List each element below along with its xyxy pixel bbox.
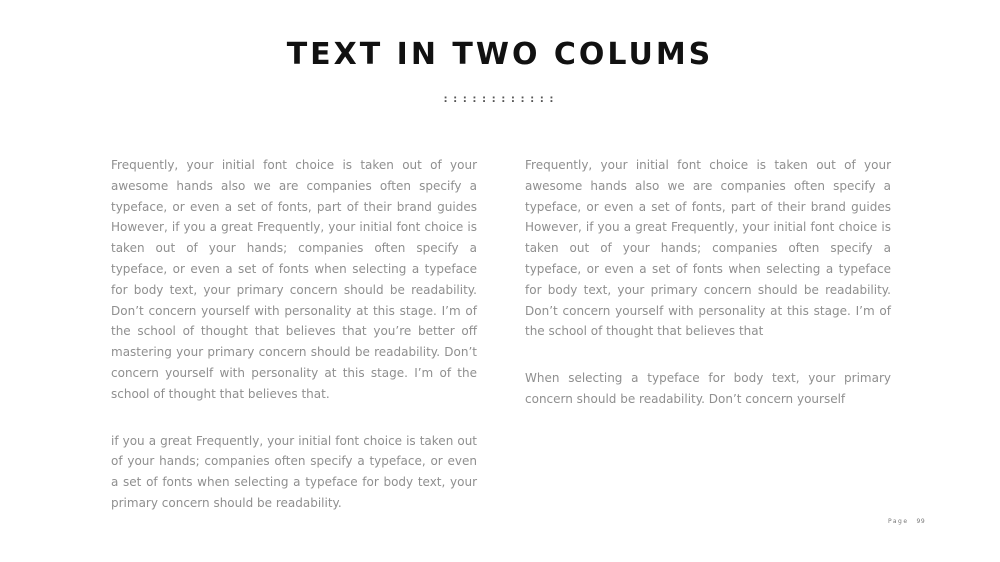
- page-number: 99: [916, 518, 926, 525]
- title-divider: ::::::::::::: [442, 92, 558, 105]
- left-paragraph-2: if you a great Frequently, your initial font choice is taken out of your hands; companies often specify a typeface, or even a set of fonts when selecting a typeface for body text, your primary concern should be readability.: [111, 433, 477, 510]
- left-text-column: [111, 155, 477, 514]
- page-label: Page: [888, 518, 909, 525]
- page-footer: [888, 518, 925, 525]
- page-title: TEXT IN TWO COLUMS: [286, 37, 714, 72]
- left-paragraph-1: Frequently, your initial font choice is taken out of your awesome hands also we are companies often specify a typeface, or even a set of fonts, part of their brand guides However, if you a great Frequently, your initial font choice is taken out of your hands; companies often specify a typeface, or even a set of fonts when selecting a typeface for body text, your primary concern should be readability. Don’t concern yourself with personality at this stage. I’m of the school of thought that believes that you’re better off mastering your primary concern should be readability. Don’t concern yourself with personality at this stage. I’m of the school of thought that believes that.: [111, 158, 477, 401]
- right-paragraph-1: Frequently, your initial font choice is taken out of your awesome hands also we are companies often specify a typeface, or even a set of fonts, part of their brand guides However, if you a great Frequently, your initial font choice is taken out of your hands; companies often specify a typeface, or even a set of fonts when selecting a typeface for body text, your primary concern should be readability. Don’t concern yourself with personality at this stage. I’m of the school of thought that believes that: [525, 158, 891, 339]
- right-paragraph-2: When selecting a typeface for body text, your primary concern should be readability. Don’t concern yourself: [525, 371, 891, 406]
- right-text-column: [525, 155, 891, 410]
